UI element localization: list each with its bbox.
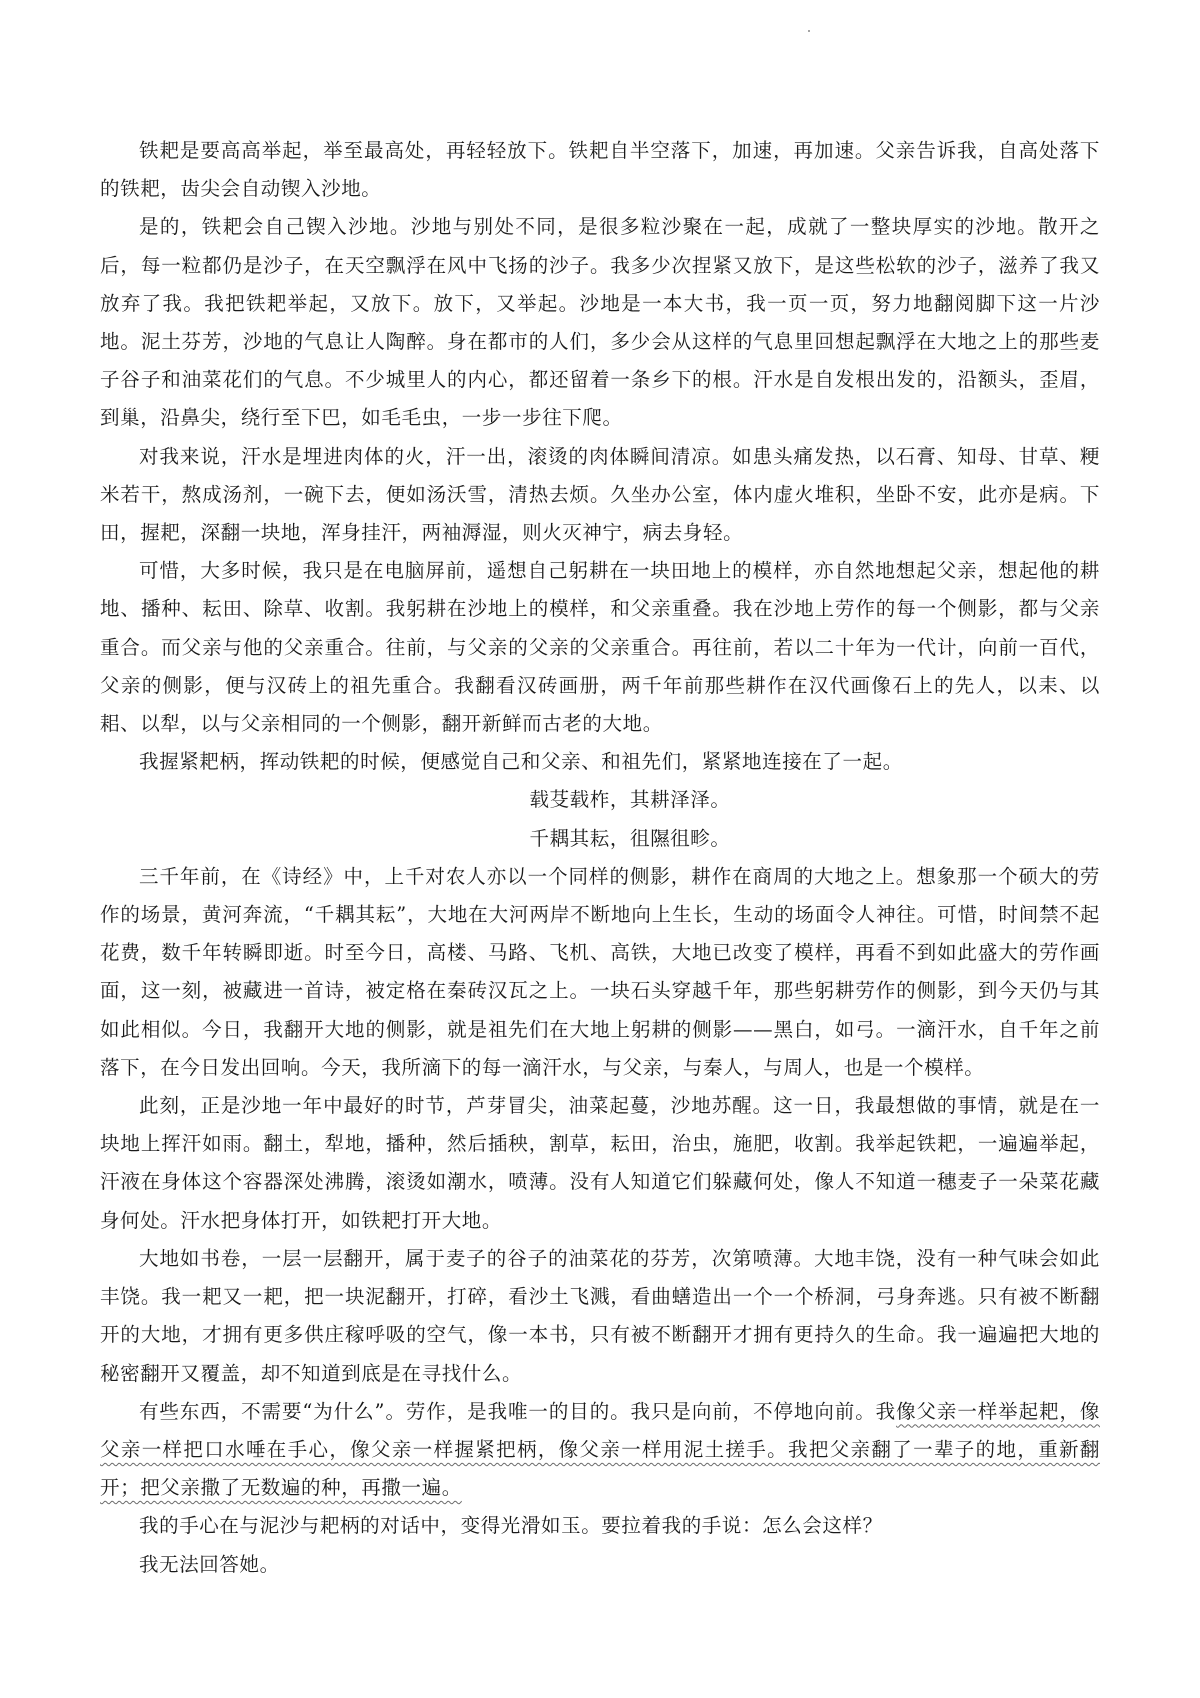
paragraph-9: [100, 1393, 1100, 1508]
paragraph-7: 此刻，正是沙地一年中最好的时节，芦芽冒尖，油菜起蔓，沙地苏醒。这一日，我最想做的事情，就是在一块地上挥汗如雨。翻土，犁地，播种，然后插秧，割草，耘田，治虫，施肥，收割。我举起铁耙，一遍遍举起，汗液在身体这个容器深处沸腾，滚烫如潮水，喷薄。没有人知道它们躲藏何处，像人不知道一穗麦子一朵菜花藏身何处。汗水把身体打开，如铁耙打开大地。: [100, 1094, 1100, 1232]
article-body: [100, 132, 1100, 1584]
paragraph-11: 我无法回答她。: [139, 1552, 280, 1576]
paragraph-3: 对我来说，汗水是埋进肉体的火，汗一出，滚烫的肉体瞬间清凉。如患头痛发热，以石膏、知母、甘草、粳米若干，熬成汤剂，一碗下去，便如汤沃雪，清热去烦。久坐办公室，体内虚火堆积，坐卧不安，此亦是病。下田，握耙，深翻一块地，浑身挂汗，两袖溽湿，则火灭神宁，病去身轻。: [100, 444, 1100, 545]
paragraph-6: 三千年前，在《诗经》中，上千对农人亦以一个同样的侧影，耕作在商周的大地之上。想象那一个硕大的劳作的场景，黄河奔流，“千耦其耘”，大地在大河两岸不断地向上生长，生动的场面令人神往。可惜，时间禁不起花费，数千年转瞬即逝。时至今日，高楼、马路、飞机、高铁，大地已改变了模样，再看不到如此盛大的劳作画面，这一刻，被藏进一首诗，被定格在秦砖汉瓦之上。一块石头穿越千年，那些躬耕劳作的侧影，到今天仍与其如此相似。今日，我翻开大地的侧影，就是祖先们在大地上躬耕的侧影——黑白，如弓。一滴汗水，自千年之前落下，在今日发出回响。今天，我所滴下的每一滴汗水，与父亲，与秦人，与周人，也是一个模样。: [100, 864, 1100, 1079]
paragraph-5: 我握紧耙柄，挥动铁耙的时候，便感觉自己和父亲、和祖先们，紧紧地连接在了一起。: [139, 750, 903, 774]
paragraph-2: 是的，铁耙会自己锲入沙地。沙地与别处不同，是很多粒沙聚在一起，成就了一整块厚实的沙地。散开之后，每一粒都仍是沙子，在天空飘浮在风中飞扬的沙子。我多少次捏紧又放下，是这些松软的沙子，滋养了我又放弃了我。我把铁耙举起，又放下。放下，又举起。沙地是一本大书，我一页一页，努力地翻阅脚下这一片沙地。泥土芬芳，沙地的气息让人陶醉。身在都市的人们，多少会从这样的气息里回想起飘浮在大地之上的那些麦子谷子和油菜花们的气息。不少城里人的内心，都还留着一条乡下的根。汗水是自发根出发的，沿额头，歪眉，到巢，沿鼻尖，绕行至下巴，如毛毛虫，一步一步往下爬。: [100, 215, 1100, 430]
paragraph-8: 大地如书卷，一层一层翻开，属于麦子的谷子的油菜花的芬芳，次第喷薄。大地丰饶，没有一种气味会如此丰饶。我一耙又一耙，把一块泥翻开，打碎，看沙土飞溅，看曲蟮造出一个一个桥洞，弓身奔逃。只有被不断翻开的大地，才拥有更多供庄稼呼吸的空气，像一本书，只有被不断翻开才拥有更持久的生命。我一遍遍把大地的秘密翻开又覆盖，却不知道到底是在寻找什么。: [100, 1246, 1100, 1385]
wavy-underlined-text: 像父亲一样举起耙，像父亲一样把口水唾在手心，像父亲一样握紧把柄，像父亲一样用泥土搓手。我把父亲翻了一辈子的地，重新翻开；把父亲撒了无数遍的种，再撒一遍。: [100, 1399, 1100, 1500]
paragraph-10: 我的手心在与泥沙与耙柄的对话中，变得光滑如玉。要拉着我的手说：怎么会这样？: [139, 1514, 883, 1538]
paragraph-9-plain: 有些东西，不需要“为什么”。劳作，是我唯一的目的。我只是向前，不停地向前。我: [139, 1399, 897, 1423]
poem-line-2: 千耦其耘，徂隰徂畛。: [529, 826, 731, 850]
poem-line-1: 载芟载柞，其耕泽泽。: [529, 788, 731, 812]
paragraph-4: 可惜，大多时候，我只是在电脑屏前，遥想自己躬耕在一块田地上的模样，亦自然地想起父亲，想起他的耕地、播种、耘田、除草、收割。我躬耕在沙地上的模样，和父亲重叠。我在沙地上劳作的每一个侧影，都与父亲重合。而父亲与他的父亲重合。往前，与父亲的父亲的父亲重合。再往前，若以二十年为一代计，向前一百代，父亲的侧影，便与汉砖上的祖先重合。我翻看汉砖画册，两千年前那些耕作在汉代画像石上的先人，以耒、以耜、以犁，以与父亲相同的一个侧影，翻开新鲜而古老的大地。: [100, 559, 1100, 736]
page-mark: [808, 30, 810, 32]
paragraph-1: 铁耙是要高高举起，举至最高处，再轻轻放下。铁耙自半空落下，加速，再加速。父亲告诉我，自高处落下的铁耙，齿尖会自动锲入沙地。: [100, 139, 1100, 201]
